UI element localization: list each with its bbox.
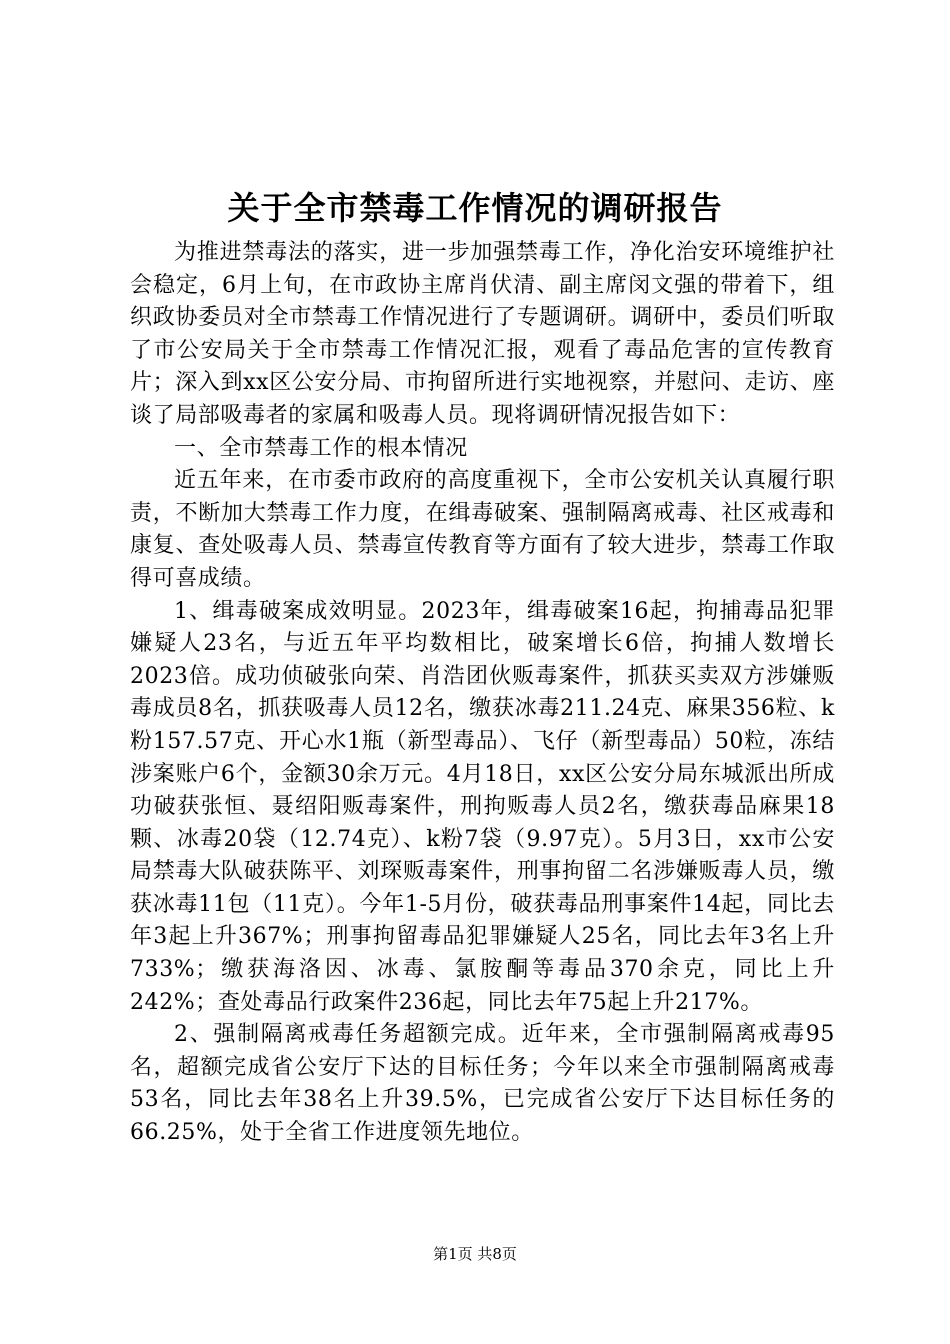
section-heading: 一、全市禁毒工作的根本情况 (174, 435, 468, 461)
document-title: 关于全市禁毒工作情况的调研报告 (227, 189, 723, 227)
document-body (130, 237, 835, 1150)
drug-cases-paragraph: 1、缉毒破案成效明显。2023年，缉毒破案16起，拘捕毒品犯罪嫌疑人23名，与近五年平均数相比，破案增长6倍，拘捕人数增长2023倍。成功侦破张向荣、肖浩团伙贩毒案件，抓获买卖双方涉嫌贩毒成员8名，抓获吸毒人员12名，缴获冰毒211.24克、麻果356粒、k粉157.57克、开心水1瓶（新型毒品）、飞仔（新型毒品）50粒，冻结涉案账户6个，金额30余万元。4月18日，xx区公安分局东城派出所成功破获张恒、聂绍阳贩毒案件，刑拘贩毒人员2名，缴获毒品麻果18颗、冰毒20袋（12.74克）、k粉7袋（9.97克）。5月3日，xx市公安局禁毒大队破获陈平、刘琛贩毒案件，刑事拘留二名涉嫌贩毒人员，缴获冰毒11包（11克）。今年1-5月份，破获毒品刑事案件14起，同比去年3起上升367%；刑事拘留毒品犯罪嫌疑人25名，同比去年3名上升733%；缴获海洛因、冰毒、氯胺酮等毒品370余克，同比上升242%；查处毒品行政案件236起，同比去年75起上升217%。 (130, 598, 835, 1015)
overview-paragraph: 近五年来，在市委市政府的高度重视下，全市公安机关认真履行职责，不断加大禁毒工作力度，在缉毒破案、强制隔离戒毒、社区戒毒和康复、查处吸毒人员、禁毒宣传教育等方面有了较大进步，禁毒工作取得可喜成绩。 (130, 468, 835, 591)
page-footer: 第1页 共8页 (433, 1245, 517, 1263)
rehab-paragraph: 2、强制隔离戒毒任务超额完成。近年来，全市强制隔离戒毒95名，超额完成省公安厅下达的目标任务；今年以来全市强制隔离戒毒53名，同比去年38名上升39.5%，已完成省公安厅下达目标任务的66.25%，处于全省工作进度领先地位。 (130, 1022, 835, 1146)
intro-paragraph: 为推进禁毒法的落实，进一步加强禁毒工作，净化治安环境维护社会稳定，6月上旬，在市政协主席肖伏清、副主席闵文强的带着下，组织政协委员对全市禁毒工作情况进行了专题调研。调研中，委员们听取了市公安局关于全市禁毒工作情况汇报，观看了毒品危害的宣传教育片；深入到xx区公安分局、市拘留所进行实地视察，并慰问、走访、座谈了局部吸毒者的家属和吸毒人员。现将调研情况报告如下： (130, 240, 835, 428)
